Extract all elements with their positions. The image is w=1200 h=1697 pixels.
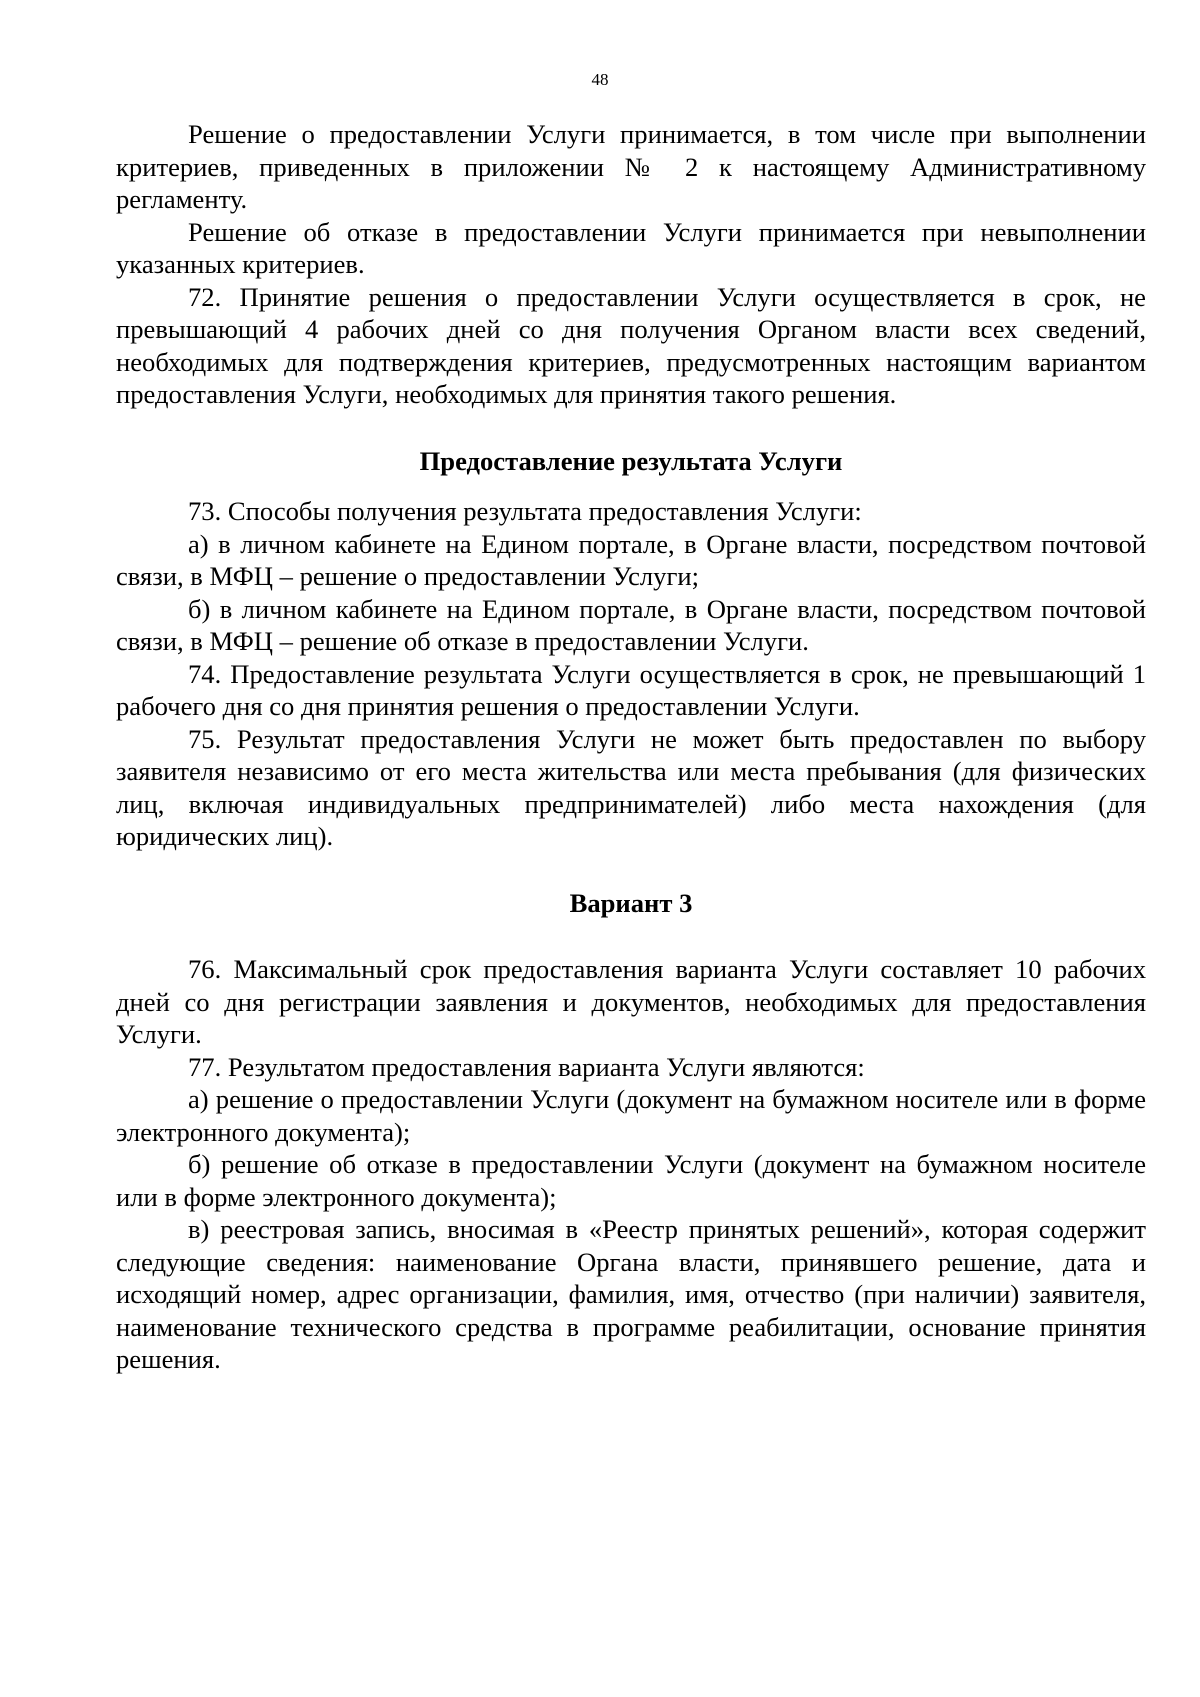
list-item-c: в) реестровая запись, вносимая в «Реестр принятых решений», которая содержит следующие сведения: наименование Органа власти, принявшего решение, дата и исходящий номер, адрес организации, фамилия, имя, отчество (при наличии) заявителя, наименование технического средства в программе реабилитации, основание принятия решения. xyxy=(116,1214,1146,1374)
section-heading-variant-3: Вариант 3 xyxy=(569,887,693,918)
list-item-b: б) в личном кабинете на Едином портале, в Органе власти, посредством почтовой связи, в МФЦ – решение об отказе в предоставлении Услуги. xyxy=(116,593,1146,656)
paragraph-74: 74. Предоставление результата Услуги осуществляется в срок, не превышающий 1 рабочего дня со дня принятия решения о предоставлении Услуги. xyxy=(116,658,1146,721)
paragraph: Решение об отказе в предоставлении Услуги принимается при невыполнении указанных критериев. xyxy=(116,216,1146,279)
section-heading-result: Предоставление результата Услуги xyxy=(419,445,843,476)
document-body xyxy=(116,118,1146,1376)
paragraph-72: 72. Принятие решения о предоставлении Услуги осуществляется в срок, не превышающий 4 рабочих дней со дня получения Органом власти всех сведений, необходимых для подтверждения критериев, предусмотренных настоящим вариантом предоставления Услуги, необходимых для принятия такого решения. xyxy=(116,281,1146,409)
paragraph-76: 76. Максимальный срок предоставления варианта Услуги составляет 10 рабочих дней со дня регистрации заявления и документов, необходимых для предоставления Услуги. xyxy=(116,954,1146,1049)
paragraph-75: 75. Результат предоставления Услуги не может быть предоставлен по выбору заявителя независимо от его места жительства или места пребывания (для физических лиц, включая индивидуальных предпринимателей) либо места нахождения (для юридических лиц). xyxy=(116,723,1146,851)
list-item-b: б) решение об отказе в предоставлении Услуги (документ на бумажном носителе или в форме электронного документа); xyxy=(116,1149,1146,1212)
page-number: 48 xyxy=(591,70,609,89)
list-item-a: а) решение о предоставлении Услуги (документ на бумажном носителе или в форме электронного документа); xyxy=(116,1084,1146,1147)
list-item-a: а) в личном кабинете на Едином портале, в Органе власти, посредством почтовой связи, в МФЦ – решение о предоставлении Услуги; xyxy=(116,528,1146,591)
paragraph: Решение о предоставлении Услуги принимается, в том числе при выполнении критериев, приведенных в приложении № 2 к настоящему Административному регламенту. xyxy=(116,119,1146,214)
paragraph-77: 77. Результатом предоставления варианта Услуги являются: xyxy=(188,1051,865,1082)
paragraph-73: 73. Способы получения результата предоставления Услуги: xyxy=(188,496,862,526)
